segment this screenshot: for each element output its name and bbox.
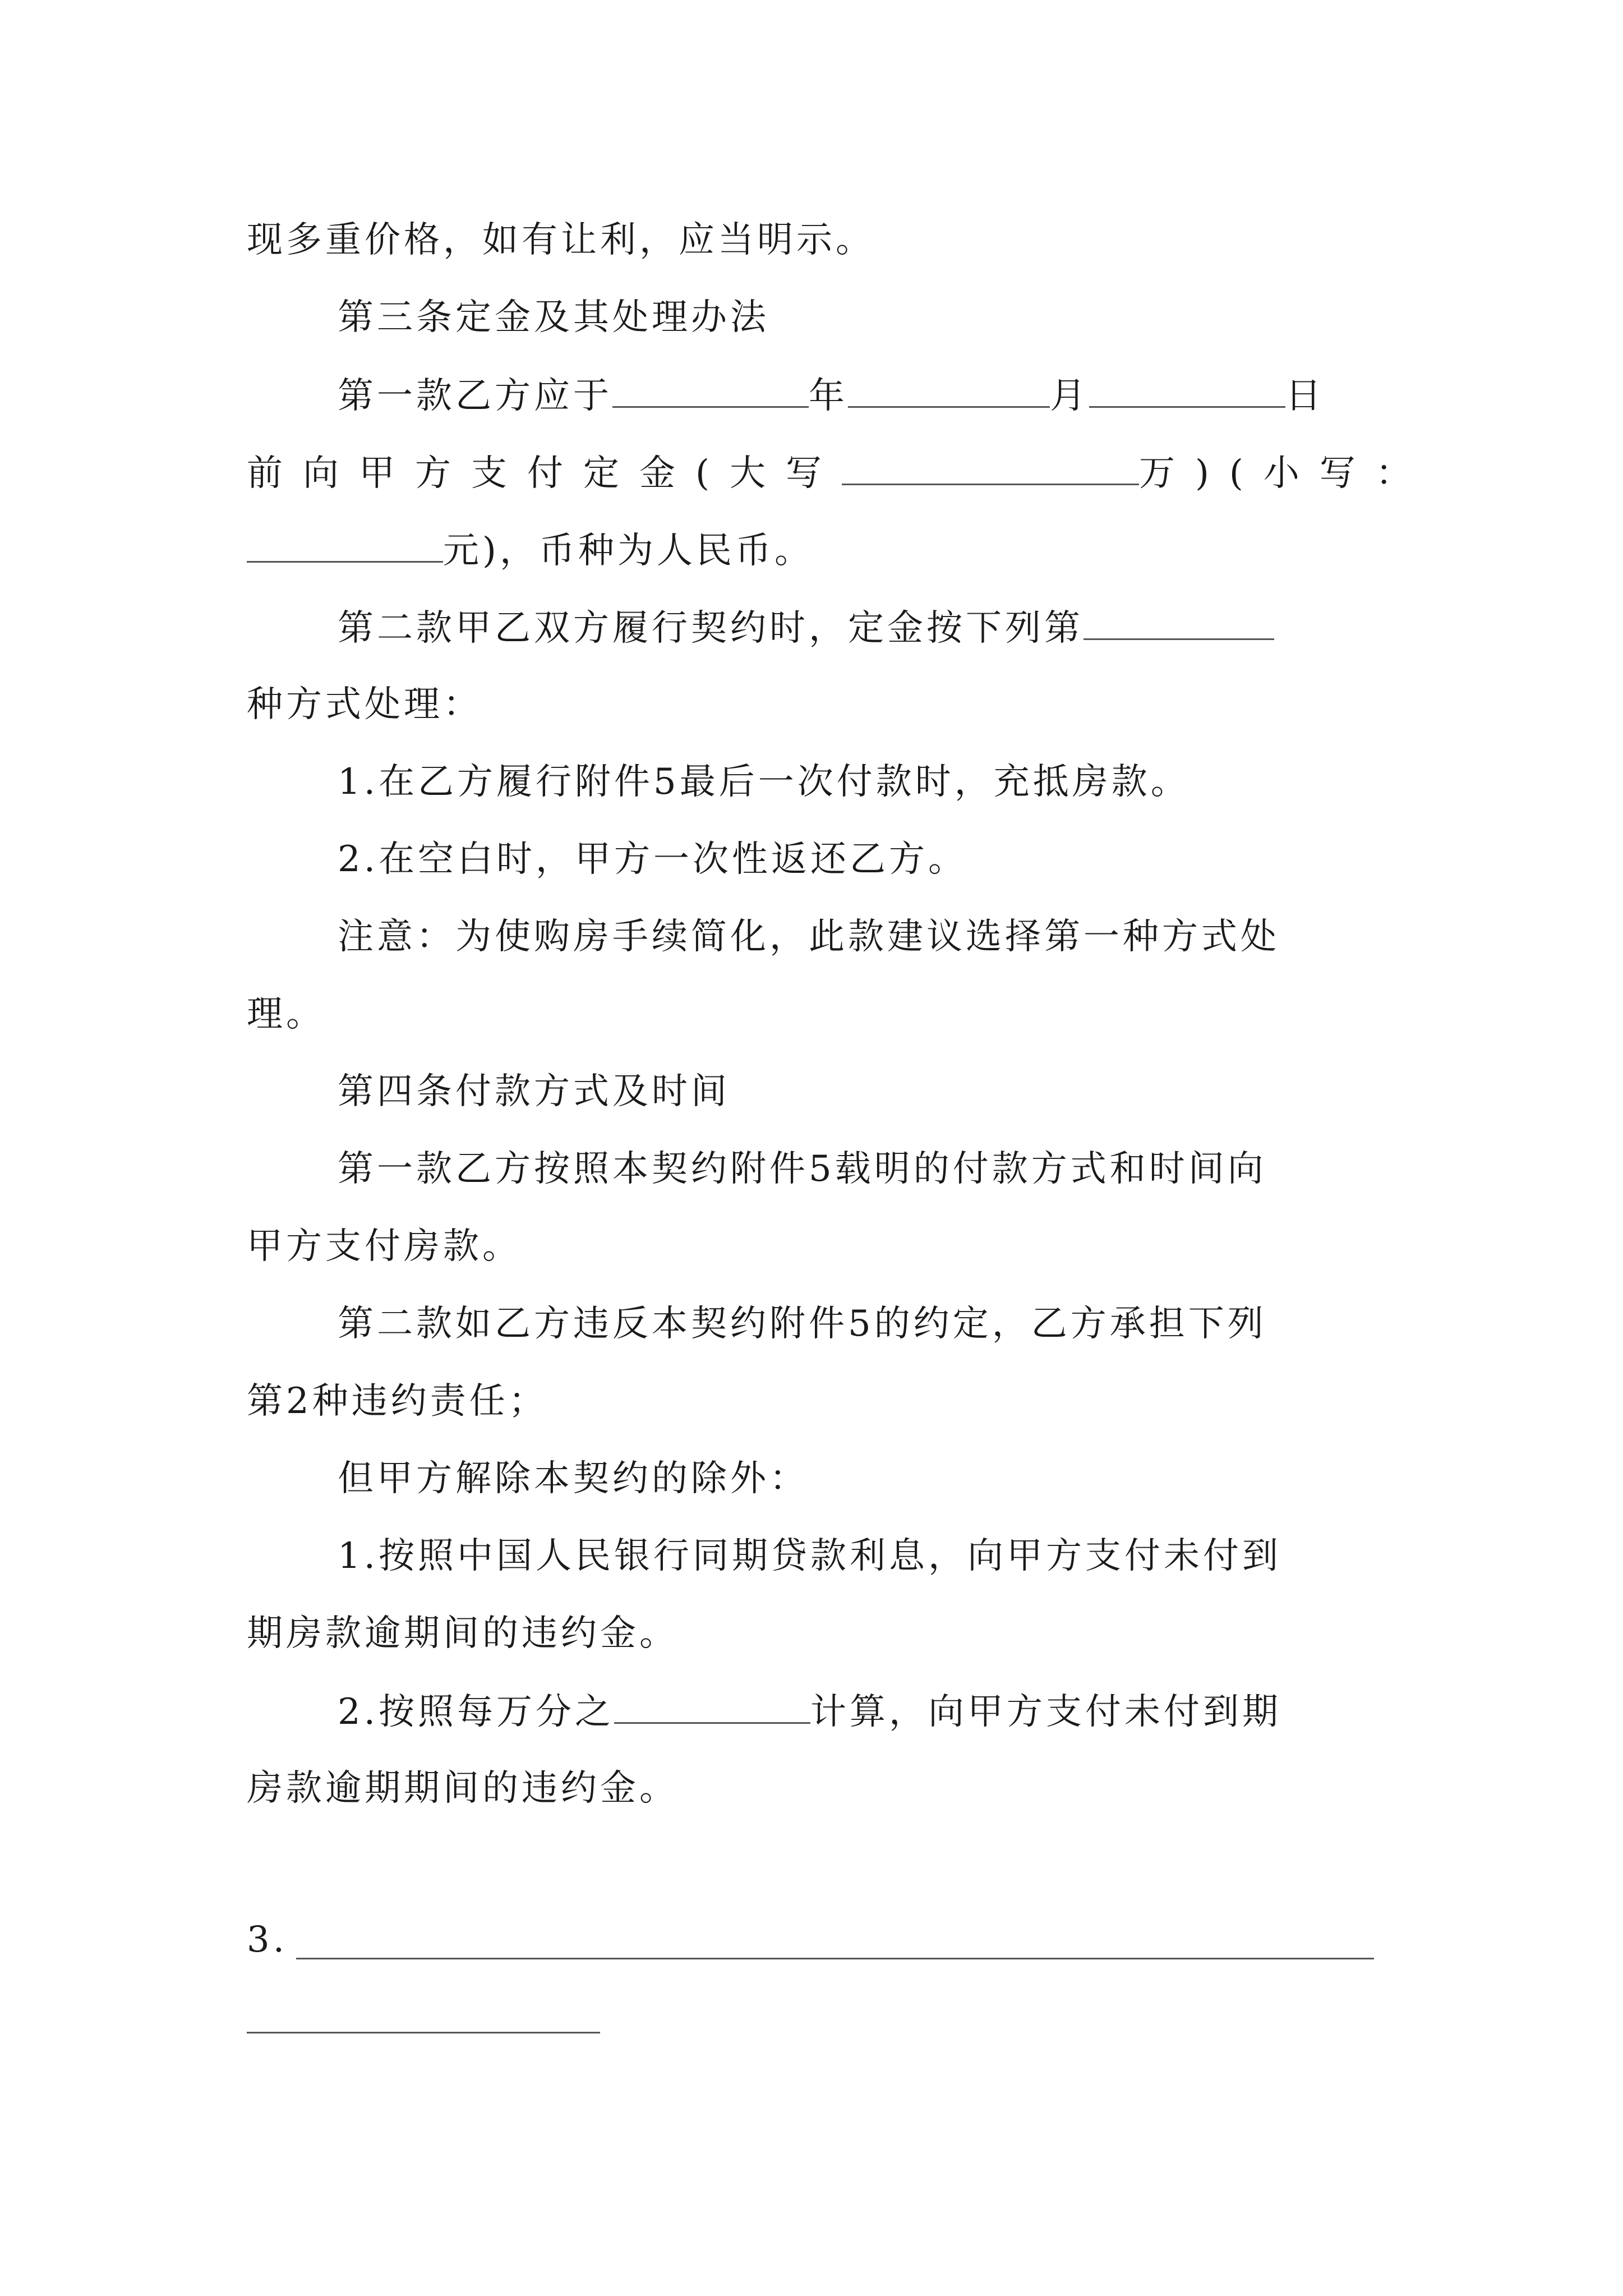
month-blank[interactable] [848, 372, 1050, 408]
text: 1.在乙方履行附件5最后一次付款时，充抵房款。 [338, 761, 1190, 803]
text: 第一款乙方应于 [338, 375, 612, 417]
article-3-clause-2-cont [247, 682, 1391, 727]
article-4-title [338, 1069, 1391, 1114]
option-3-blank-line-1[interactable] [296, 1958, 1374, 1959]
article-3-option-2 [338, 837, 1391, 882]
article-4-exception [338, 1456, 1391, 1501]
year-blank[interactable] [612, 372, 809, 408]
note-cont [247, 992, 1391, 1037]
text: 第2种违约责任； [247, 1381, 548, 1422]
text: 理。 [247, 993, 325, 1035]
note [338, 914, 1391, 959]
article-4-option-3 [247, 1917, 1391, 1962]
text: 2.在空白时，甲方一次性返还乙方。 [338, 839, 968, 880]
text: 第四条付款方式及时间 [338, 1071, 730, 1112]
deposit-uppercase-blank[interactable] [842, 450, 1139, 485]
rate-blank[interactable] [614, 1688, 810, 1724]
text: 注意：为使购房手续简化，此款建议选择第一种方式处 [338, 916, 1280, 958]
article-3-clause-1 [338, 372, 1391, 417]
article-4-option-1 [338, 1534, 1391, 1579]
text: 期房款逾期间的违约金。 [247, 1613, 679, 1654]
text: 计算，向甲方支付未付到期 [810, 1691, 1282, 1733]
text: 元)，币种为人民币。 [443, 530, 814, 572]
text: 种方式处理： [247, 684, 482, 725]
text: 月 [1050, 375, 1089, 417]
article-4-clause-2 [338, 1301, 1391, 1346]
article-4-option-2 [338, 1688, 1391, 1733]
article-3-clause-1-cont [247, 527, 1391, 572]
paragraph-line [247, 218, 1391, 263]
article-4-clause-1-cont [247, 1224, 1391, 1269]
text: 房款逾期期间的违约金。 [247, 1768, 679, 1809]
text: 3. [247, 1919, 288, 1961]
text: 年 [809, 375, 848, 417]
deposit-lowercase-blank[interactable] [247, 527, 443, 563]
text: 前向甲方支付定金(大写 [247, 453, 842, 494]
text: 但甲方解除本契约的除外： [338, 1458, 809, 1499]
text: 万)(小写： [1138, 453, 1432, 494]
text: 第二款如乙方违反本契约附件5的约定，乙方承担下列 [338, 1303, 1267, 1345]
text: 甲方支付房款。 [247, 1226, 522, 1267]
text: 第一款乙方按照本契约附件5载明的付款方式和时间向 [338, 1148, 1267, 1190]
article-4-clause-2-cont [247, 1379, 1391, 1424]
text: 日 [1285, 375, 1325, 417]
text: 第二款甲乙双方履行契约时，定金按下列第 [338, 608, 1083, 649]
article-3-clause-2 [338, 605, 1391, 650]
option-3-blank-line-2[interactable] [247, 2032, 600, 2033]
text: 第三条定金及其处理办法 [338, 297, 769, 338]
text: 现多重价格，如有让利，应当明示。 [247, 219, 875, 261]
article-4-option-2-cont [247, 1766, 1391, 1811]
article-4-option-1-cont [247, 1611, 1391, 1656]
article-3-option-1 [338, 760, 1391, 804]
article-3-title [338, 295, 1391, 340]
text: 2.按照每万分之 [338, 1691, 615, 1733]
method-number-blank[interactable] [1083, 605, 1274, 640]
article-4-clause-1 [338, 1147, 1391, 1191]
article-3-clause-1-cont [247, 450, 1432, 495]
day-blank[interactable] [1089, 372, 1285, 408]
text: 1.按照中国人民银行同期贷款利息，向甲方支付未付到 [338, 1535, 1282, 1577]
